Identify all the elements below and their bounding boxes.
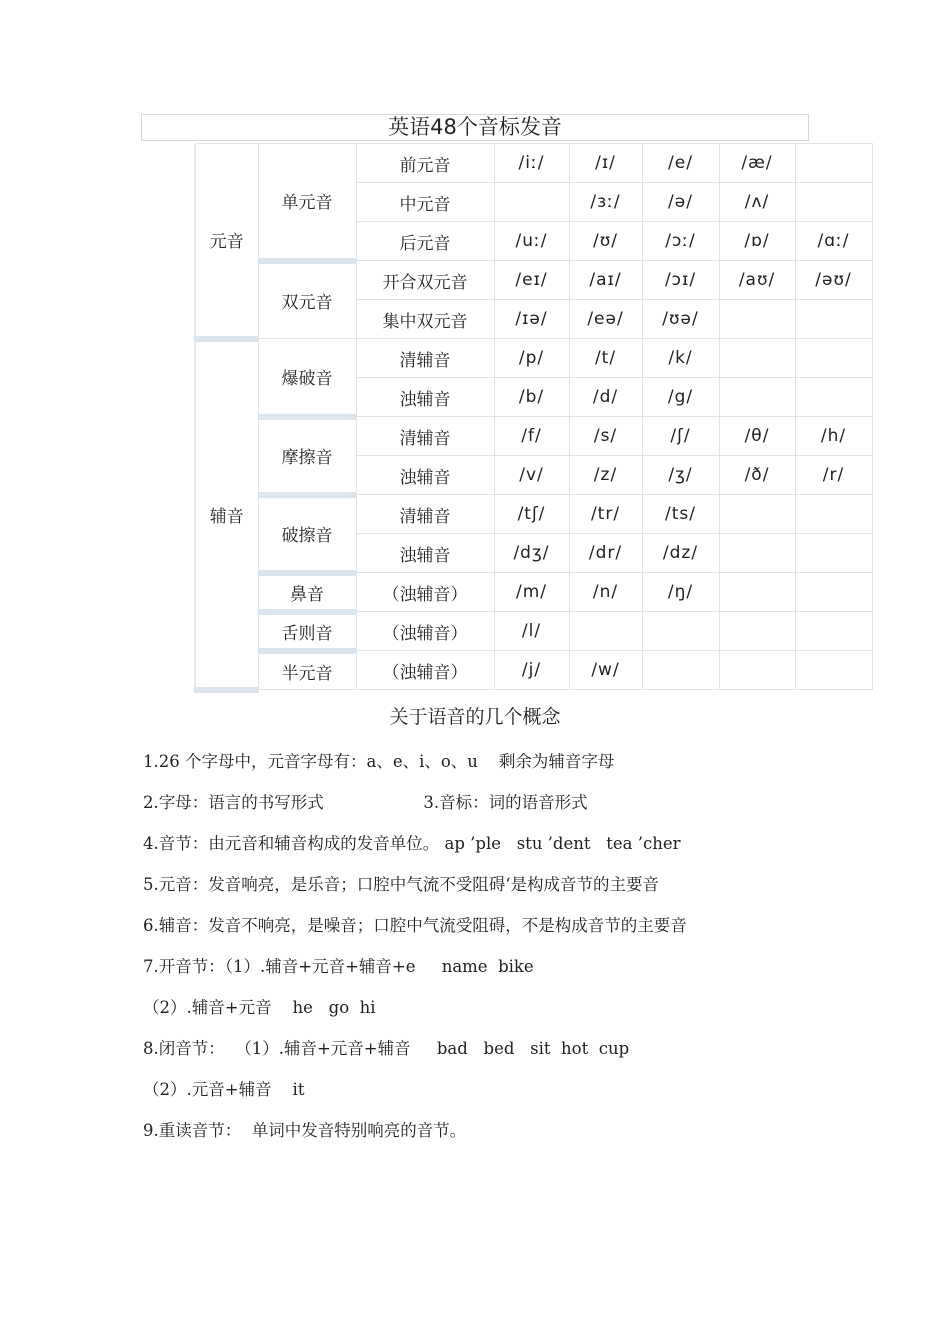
phonetic-symbol-cell: /g/ (642, 378, 719, 417)
phonetic-symbol-cell: /p/ (494, 339, 569, 378)
phonetic-symbol-cell: /uː/ (494, 222, 569, 261)
row-label-cell: 清辅音 (356, 339, 494, 378)
phonetic-symbol-cell: /v/ (494, 456, 569, 495)
phonetic-symbol-cell (795, 144, 872, 183)
phonetic-symbol-cell (795, 378, 872, 417)
phonetic-symbol-cell: /ʊ/ (569, 222, 642, 261)
concept-line: 1.26 个字母中，元音字母有：a、e、i、o、u 剩余为辅音字母 (143, 752, 615, 771)
concepts-list (143, 748, 863, 1158)
phonetic-symbol-cell (795, 339, 872, 378)
phonetic-symbol-cell: /eə/ (569, 300, 642, 339)
phonetic-symbol-cell: /j/ (494, 651, 569, 690)
phonetic-symbol-cell: /ɜː/ (569, 183, 642, 222)
subcategory-cell: 舌则音 (258, 612, 356, 651)
category-cell: 辅音 (195, 339, 258, 690)
subcategory-cell: 破擦音 (258, 495, 356, 573)
phonetic-symbol-cell: /h/ (795, 417, 872, 456)
phonetic-symbol-cell: /ɪə/ (494, 300, 569, 339)
table-row (195, 339, 872, 378)
phonetic-symbol-cell (719, 651, 795, 690)
row-label-cell: 清辅音 (356, 417, 494, 456)
phonetic-symbol-cell (719, 378, 795, 417)
phonetic-symbol-cell: /l/ (494, 612, 569, 651)
phonetic-symbol-cell: /b/ (494, 378, 569, 417)
phonetic-symbol-cell (795, 300, 872, 339)
row-label-cell: （浊辅音） (356, 573, 494, 612)
phonetic-symbol-cell: /eɪ/ (494, 261, 569, 300)
phonetic-symbol-cell (719, 612, 795, 651)
subcategory-cell: 单元音 (258, 144, 356, 261)
phonetic-symbol-cell: /tʃ/ (494, 495, 569, 534)
phonetic-symbol-cell: /r/ (795, 456, 872, 495)
phonetic-symbol-cell: /k/ (642, 339, 719, 378)
concept-line: 8.闭音节： （1）.辅音+元音+辅音 bad bed sit hot cup (143, 1039, 630, 1058)
row-label-cell: （浊辅音） (356, 651, 494, 690)
phonetic-symbol-cell (719, 339, 795, 378)
table-row (195, 651, 872, 690)
row-label-cell: 集中双元音 (356, 300, 494, 339)
phonetic-symbol-table (194, 143, 873, 693)
page-title: 英语48个音标发音 (141, 114, 809, 141)
phonetic-symbol-cell: /f/ (494, 417, 569, 456)
phonetic-symbol-cell (642, 612, 719, 651)
row-label-cell: 浊辅音 (356, 378, 494, 417)
phonetic-symbol-cell (569, 612, 642, 651)
phonetic-symbol-cell: /θ/ (719, 417, 795, 456)
row-label-cell: 中元音 (356, 183, 494, 222)
subcategory-cell: 半元音 (258, 651, 356, 690)
phonetic-symbol-cell (719, 300, 795, 339)
concept-line: 4.音节：由元音和辅音构成的发音单位。 ap ’ple stu ’dent tea ’cher (143, 834, 681, 853)
phonetic-symbol-cell: /ŋ/ (642, 573, 719, 612)
concepts-title: 关于语音的几个概念 (389, 706, 561, 728)
subcategory-cell: 鼻音 (258, 573, 356, 612)
phonetic-symbol-cell: /ts/ (642, 495, 719, 534)
phonetic-symbol-cell (719, 495, 795, 534)
phonetic-symbol-cell: /m/ (494, 573, 569, 612)
row-label-cell: 清辅音 (356, 495, 494, 534)
phonetic-symbol-cell: /s/ (569, 417, 642, 456)
phonetic-symbol-cell: /ə/ (642, 183, 719, 222)
phonetic-symbol-cell: /æ/ (719, 144, 795, 183)
phonetic-symbol-cell: /ʌ/ (719, 183, 795, 222)
phonetic-symbol-cell (719, 573, 795, 612)
phonetic-symbol-cell: /dz/ (642, 534, 719, 573)
phonetic-symbol-cell: /aʊ/ (719, 261, 795, 300)
phonetic-symbol-cell (494, 183, 569, 222)
phonetic-symbol-cell: /aɪ/ (569, 261, 642, 300)
phonetic-symbol-cell (795, 651, 872, 690)
phonetic-symbol-cell: /z/ (569, 456, 642, 495)
phonetic-symbol-cell: /iː/ (494, 144, 569, 183)
phonetic-symbol-cell: /e/ (642, 144, 719, 183)
table-row (195, 144, 872, 183)
concept-line: 2.字母：语言的书写形式 3.音标：词的语音形式 (143, 793, 588, 812)
concept-line: （2）.元音+辅音 it (143, 1080, 305, 1099)
row-label-cell: 开合双元音 (356, 261, 494, 300)
concept-line: 5.元音：发音响亮，是乐音；口腔中气流不受阻碍‘是构成音节的主要音 (143, 875, 659, 894)
phonetic-symbol-cell: /ʊə/ (642, 300, 719, 339)
phonetic-symbol-cell: /t/ (569, 339, 642, 378)
phonetic-symbol-cell (795, 534, 872, 573)
table-row (195, 261, 872, 300)
phonetic-symbol-cell (795, 612, 872, 651)
phonetic-symbol-cell: /ʒ/ (642, 456, 719, 495)
phonetic-symbol-cell: /ɑː/ (795, 222, 872, 261)
row-label-cell: 浊辅音 (356, 456, 494, 495)
phonetic-symbol-cell (795, 495, 872, 534)
concept-line: 7.开音节：（1）.辅音+元音+辅音+e name bike (143, 957, 534, 976)
phonetic-symbol-cell: /w/ (569, 651, 642, 690)
phonetic-symbol-cell: /ʃ/ (642, 417, 719, 456)
table-row (195, 495, 872, 534)
phonetic-symbol-cell: /ɔː/ (642, 222, 719, 261)
row-label-cell: （浊辅音） (356, 612, 494, 651)
phonetic-symbol-cell: /tr/ (569, 495, 642, 534)
phonetic-symbol-cell: /ɔɪ/ (642, 261, 719, 300)
row-label-cell: 浊辅音 (356, 534, 494, 573)
phonetic-symbol-cell: /əʊ/ (795, 261, 872, 300)
phonetic-symbol-cell (642, 651, 719, 690)
phonetic-symbol-cell: /d/ (569, 378, 642, 417)
row-label-cell: 前元音 (356, 144, 494, 183)
table-row (195, 417, 872, 456)
phonetic-symbol-cell: /ɪ/ (569, 144, 642, 183)
phonetic-symbol-cell: /n/ (569, 573, 642, 612)
phonetic-symbol-cell: /dʒ/ (494, 534, 569, 573)
row-label-cell: 后元音 (356, 222, 494, 261)
phonetic-symbol-cell (795, 573, 872, 612)
subcategory-cell: 双元音 (258, 261, 356, 339)
phonetic-symbol-cell: /ɒ/ (719, 222, 795, 261)
table-row (195, 573, 872, 612)
phonetic-symbol-cell: /ð/ (719, 456, 795, 495)
phonetic-symbol-cell (719, 534, 795, 573)
phonetic-symbol-cell: /dr/ (569, 534, 642, 573)
category-cell: 元音 (195, 144, 258, 339)
concept-line: 6.辅音：发音不响亮，是噪音；口腔中气流受阻碍，不是构成音节的主要音 (143, 916, 687, 935)
table-row (195, 612, 872, 651)
phonetic-symbol-cell (795, 183, 872, 222)
concept-line: （2）.辅音+元音 he go hi (143, 998, 376, 1017)
concept-line: 9.重读音节： 单词中发音特别响亮的音节。 (143, 1121, 467, 1140)
subcategory-cell: 爆破音 (258, 339, 356, 417)
subcategory-cell: 摩擦音 (258, 417, 356, 495)
